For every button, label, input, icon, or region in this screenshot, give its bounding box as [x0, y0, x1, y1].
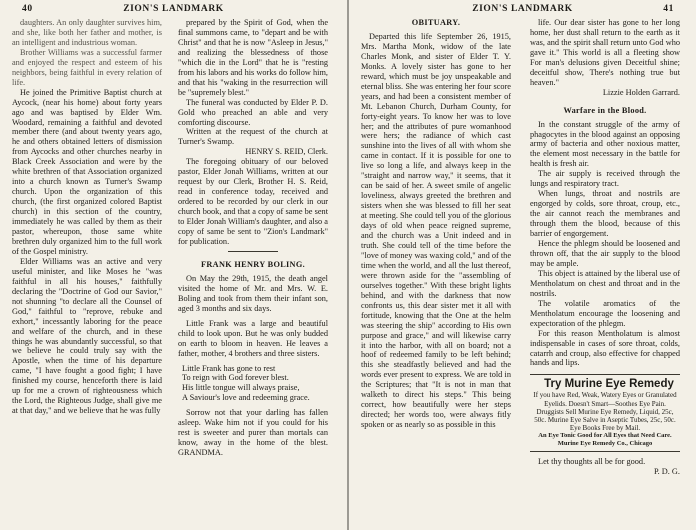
divider — [228, 251, 278, 252]
paragraph: life. Our dear sister has gone to her long home, her dust shall return to the earth as it was, and the spirit shall return unto God who gave it." This world is all a fleeting show For man's delusions given Deceitful shine; deceitful show, There's nothing true but heaven." — [530, 18, 680, 87]
poem-line: A Saviour's love and redeeming grace. — [182, 393, 310, 403]
paragraph: The air supply is received through the lungs and respiratory tract. — [530, 169, 680, 189]
left-page-header — [0, 4, 347, 16]
poem-line: His little tongue will always praise, — [182, 383, 300, 393]
poem — [178, 364, 328, 404]
paragraph: He joined the Primitive Baptist church at Aycock, (near his home) about forty years ago and was baptised by Elder Wm. Woodard, remaining a faithful and devoted member there (and about twenty years ago, he and others obtained letters of dismission from Aycocks and other churches nearby in Black Creek Association and were by the white brethren of that Association organized into a church known as Turner's Swamp church. Upon the organization of this church, (the first organized colored Baptist church) in this section of the country, immediately he was called by them as their pastor, whereupon, those same white brethren duly organized him to the full work of the Gospel ministry. — [12, 87, 162, 256]
left-column-2 — [178, 18, 328, 458]
paragraph: daughters. An only daughter survives him, and she, like both her father and mother, is an intelligent and industrious woman. — [12, 18, 162, 47]
murine-advertisement — [530, 374, 680, 452]
left-column-1 — [12, 18, 162, 416]
running-title: ZION'S LANDMARK — [472, 4, 573, 14]
right-column-1 — [361, 18, 511, 430]
paragraph: Written at the request of the church at Turner's Swamp. — [178, 127, 328, 147]
signature: Lizzie Holden Garrard. — [602, 87, 680, 97]
paragraph: The funeral was conducted by Elder P. D. Gold who preached an able and very comforting discourse. — [178, 97, 328, 127]
running-title: ZION'S LANDMARK — [123, 4, 224, 14]
paragraph: Elder Williams was an active and very useful minister, and like Moses he "was faithful in all his houses," faithfully declaring the "Doctrine of God our Savior," not shunning "to declare all the Counsel of God," faithful to "reprove, rebuke and exhort," incessantly laboring for the peace and welfare of the church, and in these things he was abundantly successful, so that we believe he could truly say with the Apostle, when the time of his departure came, "I have fought a good fight; I have finished my course, henceforth there is laid up for me a crown of righteousness which the Lord, the Righteous Judge, shall give me at that day," and we believe that he was fully — [12, 256, 162, 416]
left-page — [0, 0, 347, 530]
paragraph: Hence the phlegm should be loosened and thrown off, that the air supply to the blood may be ample. — [530, 239, 680, 268]
paragraph: Let thy thoughts all be for good. — [538, 457, 646, 467]
paragraph: For this reason Mentholatum is almost indispensable in cases of sore throat, colds, catarrh and croup, also effective for chapped hands and lips. — [530, 328, 680, 368]
paragraph: This object is attained by the liberal use of Mentholatum on chest and throat and in the nostrils. — [530, 268, 680, 298]
paragraph: When lungs, throat and nostrils are engorged by colds, sore throat, croup, etc., the air cannot reach the membranes and through them the blood, because of this barrier of engorgement. — [530, 189, 680, 239]
paragraph: In the constant struggle of the army of phagocytes in the blood against an opposing army of bacteria and other noxious matter, the element most necessary in the battle for health is fresh air. — [530, 119, 680, 169]
article-heading: Warfare in the Blood. — [563, 105, 647, 115]
paragraph: Little Frank was a large and beautiful child to look upon. But he was only budded on earth to bloom in heaven. He leaves a father, mother, 4 brothers and three sisters. — [178, 318, 328, 358]
paragraph: Departed this life September 26, 1915, Mrs. Martha Monk, widow of the late Charles Monk, and sister of Elder T. Y. Monks. A lovely sister has gone to her reward, which must be joy unspeakable and eternal bliss. She was entering her four score years, and had been a consistent member of Mt. Lebanon Church, Durham County, for forty-eight years. To know her was to love her; and the attributes of pure womanhood were hers; the radiance of which cast sunshine into the lives of all with whom she came in contact. If it is possible for one to live so long a life, and always keep in the "straight and narrow way," it seems, that it can be said of her. A sweet smile of angelic loveliness, always greeted the brethren and sisters when she was blessed to fill her seat at meeting. She could tell you of the glorious days of old when peace reigned supreme, and the church was a Unit indeed and in truth. She could tell of the time before the "love of money was waxing cold," and of the time when the world, and all the lust thereof, were thrown aside for the "assembling of ourselves together." With these bright lights behind, and with the darkness that now confronts us, this dear sister met it all with fortitude, knowing that the One at the helm was steering the ship" according to His own purpose and grace," and will likewise carry it into the harbor, with all on board; not a hoof of redeemed family to be left behind; this she steadfastly believed and had the words ever present to express. We are told in the Scriptures; that "It is not in man that walketh to direct his steps." This being correct, how beautifully were her steps directed; her words too, were always fitly spoken or as nearly so as possible in this — [361, 31, 511, 430]
right-page — [349, 0, 696, 530]
paragraph: On May the 29th, 1915, the death angel visited the home of Mr. and Mrs. W. E. Boling and took from them their infant son, aged 3 months and six days. — [178, 273, 328, 313]
poem-line: Little Frank has gone to rest — [182, 363, 276, 373]
paragraph: The foregoing obituary of our beloved pastor, Elder Jonah Williams, written at our request by our Clerk, Brother H. S. Reid, read in conference today, received and ordered to be recorded by our clerk in our church book, and that a copy of same be sent to Elder Jonah William's daughter, and also a copy of same be sent to "Zion's Landmark" for publication. — [178, 157, 328, 246]
ad-footer: An Eye Tonic Good for All Eyes that Need Care. Murine Eye Remedy Co., Chicago — [538, 432, 672, 448]
page-number: 41 — [663, 4, 674, 14]
ad-title: Try Murine Eye Remedy — [544, 378, 674, 391]
signature: P. D. G. — [653, 467, 680, 477]
paragraph: The volatile aromatics of the Mentholatum encourage the loosening and expectoration of the phlegm. — [530, 298, 680, 328]
right-column-2 — [530, 18, 680, 477]
paragraph: Brother Williams was a successful farmer and enjoyed the respect and esteem of his neighbors, being faithful in every relation of life. — [12, 47, 162, 87]
paragraph: prepared by the Spirit of God, when the final summons came, to "depart and be with Christ" and that he is now "Asleep in Jesus," and realizing the blessedness of those "which die in the Lord" that he is "resting from his labors and his works do follow him, and that his "waking in the resurrection will be "supremely blest." — [178, 18, 328, 97]
page-number: 40 — [22, 4, 33, 14]
ad-body: If you have Red, Weak, Watery Eyes or Granulated Eyelids. Doesn't Smart—Soothes Eye Pain. Druggists Sell Murine Eye Remedy, Liquid, 25c, 50c. Murine Eye Salve in Aseptic Tubes, 25c, 50c. Eye Books Free by Mail. — [533, 391, 677, 433]
poem-line: To reign with God forever blest. — [182, 373, 289, 383]
obituary-heading: OBITUARY. — [411, 18, 461, 27]
obituary-heading: FRANK HENRY BOLING. — [201, 259, 305, 269]
signature: HENRY S. REID, Clerk. — [245, 147, 328, 157]
paragraph: Sorrow not that your darling has fallen asleep. Wake him not if you could for his rest is sweeter and purer than mortals can know, away in the home of the blest. GRANDMA. — [178, 408, 328, 458]
right-page-header — [349, 4, 696, 16]
